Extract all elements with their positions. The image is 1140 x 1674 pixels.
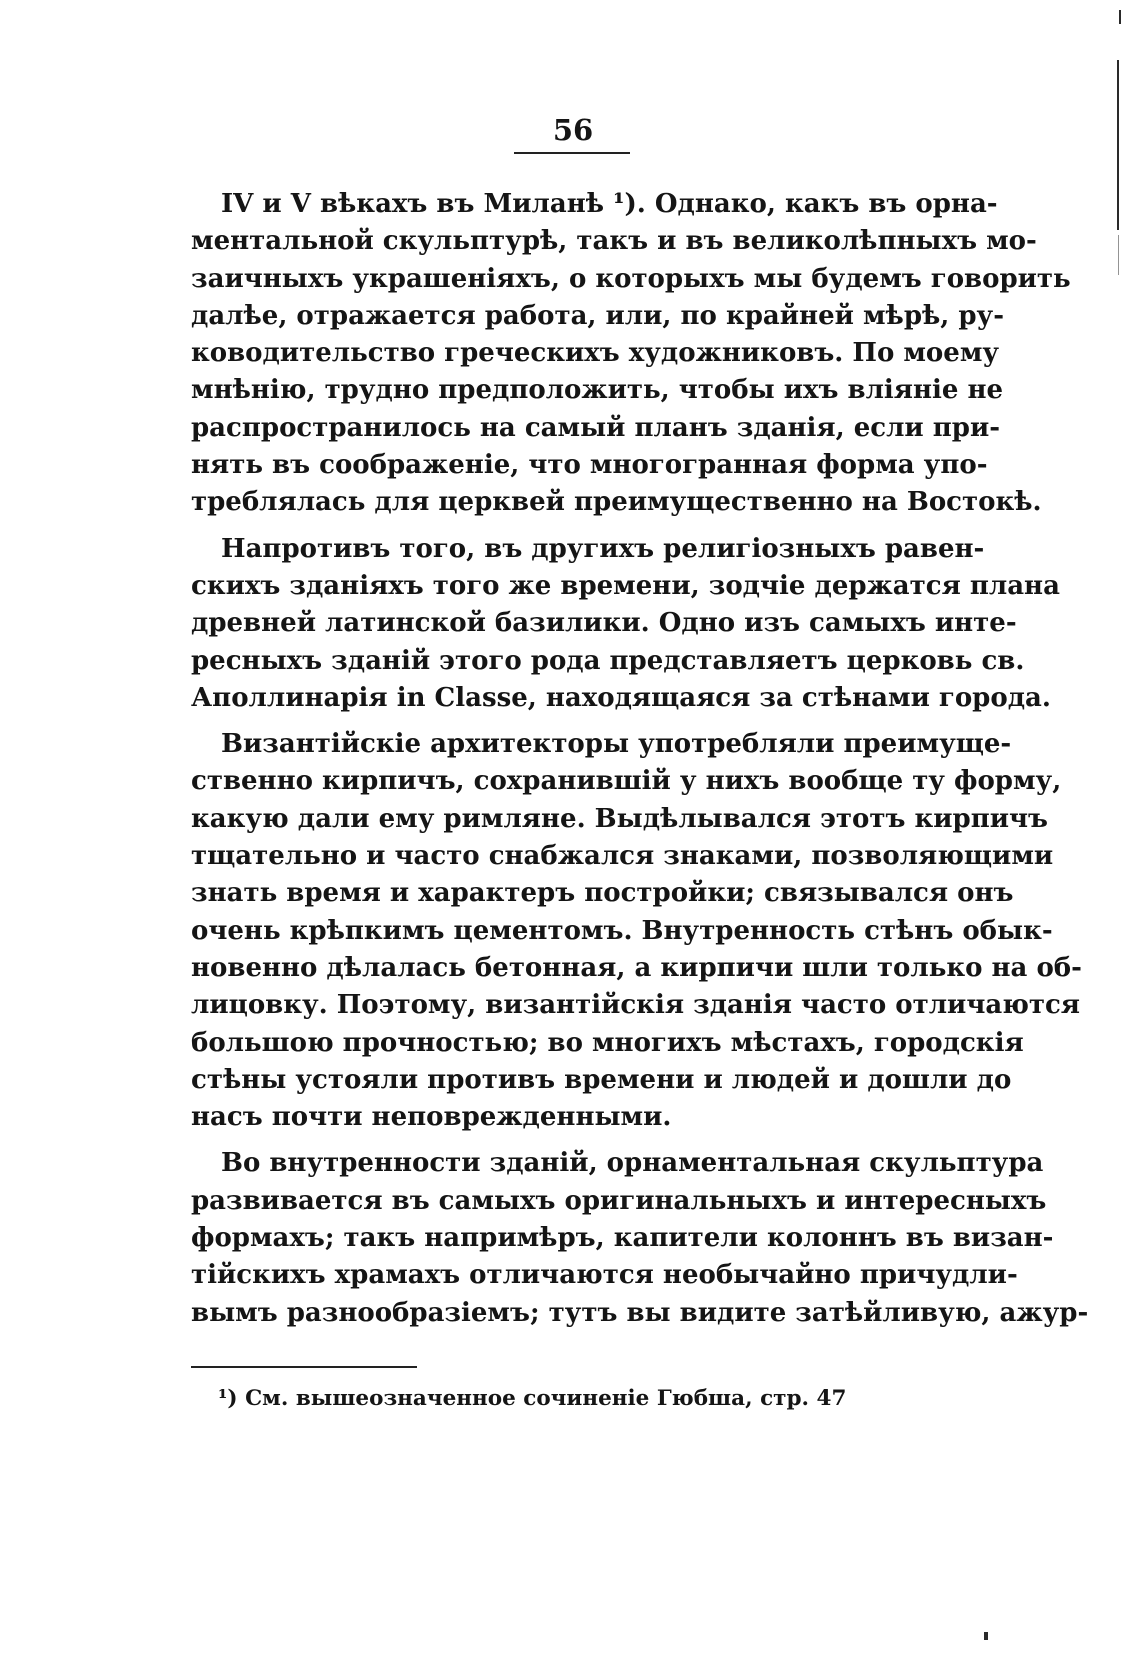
scan-edge-mark [1119,10,1121,24]
scan-edge-mark [1117,60,1119,230]
text-line: Византійскіе архитекторы употребляли преимуще- [221,729,1012,760]
text-line: распространилось на самый планъ зданія, если при- [191,412,1001,443]
text-line: вымъ разнообразіемъ; тутъ вы видите затѣйливую, ажур- [191,1297,1089,1328]
text-line: треблялась для церквей преимущественно на Востокѣ. [191,487,1042,518]
text-line: заичныхъ украшеніяхъ, о которыхъ мы будемъ говорить [191,263,1071,294]
text-line: Аполлинарія in Classe, находящаяся за стѣнами города. [191,682,1051,713]
text-line: очень крѣпкимъ цементомъ. Внутренность стѣнъ обык- [191,915,1053,946]
text-line: Напротивъ того, въ другихъ религіозныхъ равен- [221,533,985,564]
text-line: Во внутренности зданій, орнаментальная скульптура [221,1148,1044,1179]
text-line: большою прочностью; во многихъ мѣстахъ, городскія [191,1027,1024,1058]
scan-speck [984,1632,988,1640]
text-line: ководительство греческихъ художниковъ. По моему [191,338,1000,369]
text-line: нять въ соображеніе, что многогранная форма упо- [191,450,988,481]
text-line: формахъ; такъ напримѣръ, капители колоннъ въ визан- [191,1223,1054,1254]
text-line: ментальной скульптурѣ, такъ и въ великолѣпныхъ мо- [191,226,1037,257]
text-line: тійскихъ храмахъ отличаются необычайно причудли- [191,1260,1018,1291]
text-line: мнѣнію, трудно предположить, чтобы ихъ вліяніе не [191,375,1004,406]
text-line: IV и V вѣкахъ въ Миланѣ ¹). Однако, какъ въ орна- [221,189,998,219]
text-line: новенно дѣлалась бетонная, а кирпичи шли только на об- [191,952,1082,983]
text-line: какую дали ему римляне. Выдѣлывался этотъ кирпичъ [191,803,1048,834]
text-line: далѣе, отражается работа, или, по крайней мѣрѣ, ру- [191,300,1004,331]
body-text [191,186,1089,1332]
text-line: лицовку. Поэтому, византійскія зданія часто отличаются [191,990,1081,1021]
page-number-rule [514,152,630,154]
footnote: ¹) См. вышеозначенное сочиненіе Гюбша, стр. 47 [218,1386,847,1411]
text-line: знать время и характеръ постройки; связывался онъ [191,878,1014,909]
footnote-rule [191,1366,417,1368]
text-line: стѣны устояли противъ времени и людей и дошли до [191,1064,1012,1095]
text-line: тщательно и часто снабжался знаками, позволяющими [191,841,1054,872]
text-line: насъ почти неповрежденными. [191,1102,672,1133]
text-line: ресныхъ зданій этого рода представляетъ церковь св. [191,645,1025,676]
page-number: 56 [552,113,594,147]
text-line: скихъ зданіяхъ того же времени, зодчіе держатся плана [191,570,1060,601]
scan-edge-mark [1118,235,1119,275]
text-line: развивается въ самыхъ оригинальныхъ и интересныхъ [191,1185,1047,1216]
text-line: ственно кирпичъ, сохранившій у нихъ вообще ту форму, [191,766,1062,797]
text-line: древней латинской базилики. Одно изъ самыхъ инте- [191,608,1017,639]
